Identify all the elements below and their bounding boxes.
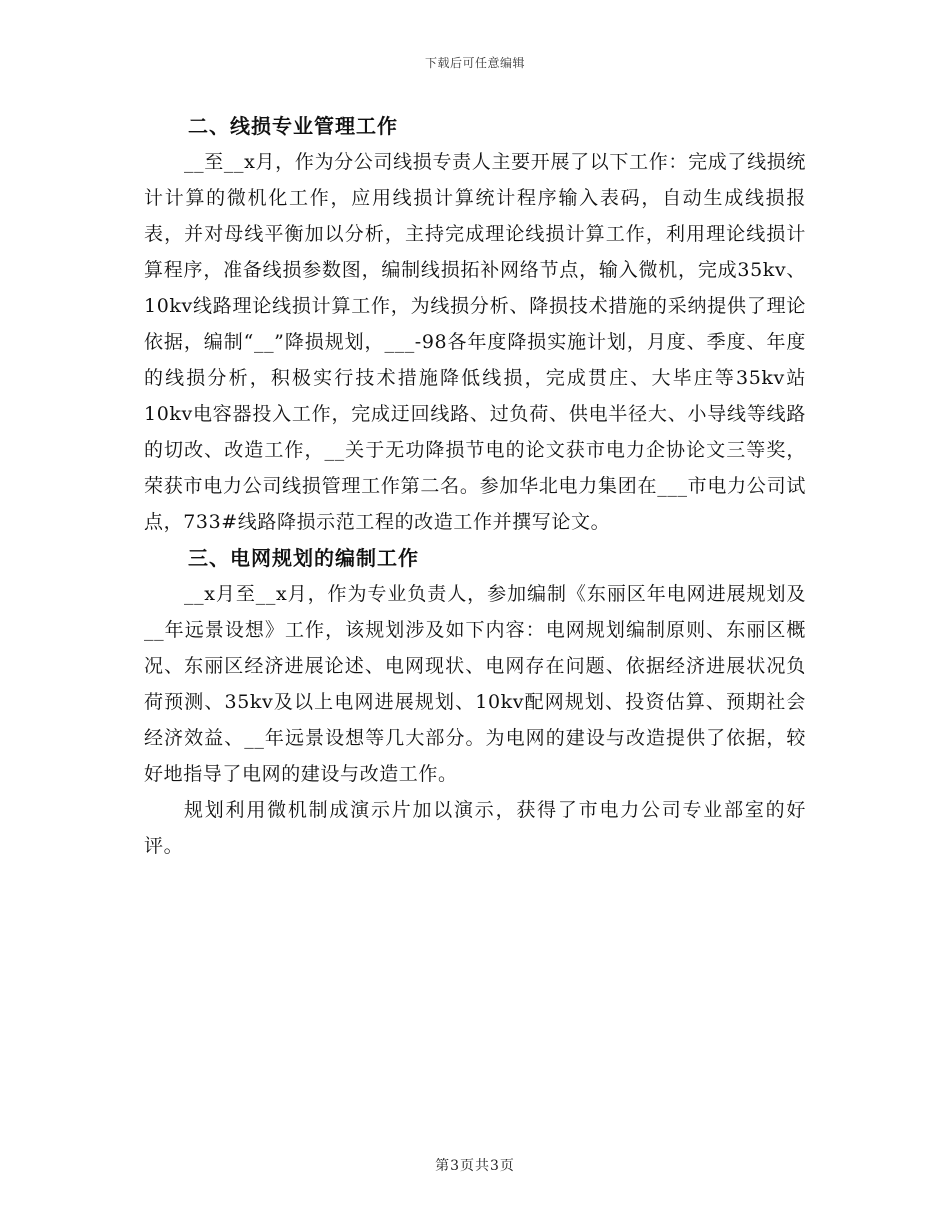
section-grid-planning [144,540,806,864]
page-number: 第3页共3页 [435,1158,515,1174]
section-heading: 三、电网规划的编制工作 [188,546,419,570]
section-heading: 二、线损专业管理工作 [188,114,398,138]
document-body [144,108,806,864]
paragraph: __x月至__x月，作为专业负责人，参加编制《东丽区年电网进展规划及__年远景设想》工作，该规划涉及如下内容：电网规划编制原则、东丽区概况、东丽区经济进展论述、电网现状、电网存在问题、依据经济进展状况负荷预测、35kv及以上电网进展规划、10kv配网规划、投资估算、预期社会经济效益、__年远景设想等几大部分。为电网的建设与改造提供了依据，较好地指导了电网的建设与改造工作。 [144,583,806,785]
paragraph: 规划利用微机制成演示片加以演示，获得了市电力公司专业部室的好评。 [144,799,806,857]
section-line-loss [144,108,806,540]
paragraph: __至__x月，作为分公司线损专责人主要开展了以下工作：完成了线损统计计算的微机化工作，应用线损计算统计程序输入表码，自动生成线损报表，并对母线平衡加以分析，主持完成理论线损计算工作，利用理论线损计算程序，准备线损参数图，编制线损拓补网络节点，输入微机，完成35kv、10kv线路理论线损计算工作，为线损分析、降损技术措施的采纳提供了理论依据，编制“__”降损规划，___-98各年度降损实施计划，月度、季度、年度的线损分析，积极实行技术措施降低线损，完成贯庄、大毕庄等35kv站10kv电容器投入工作，完成迂回线路、过负荷、供电半径大、小导线等线路的切改、改造工作，__关于无功降损节电的论文获市电力企协论文三等奖，荣获市电力公司线损管理工作第二名。参加华北电力集团在___市电力公司试点，733#线路降损示范工程的改造工作并撰写论文。 [144,151,806,533]
page-header-note: 下载后可任意编辑 [424,56,525,70]
